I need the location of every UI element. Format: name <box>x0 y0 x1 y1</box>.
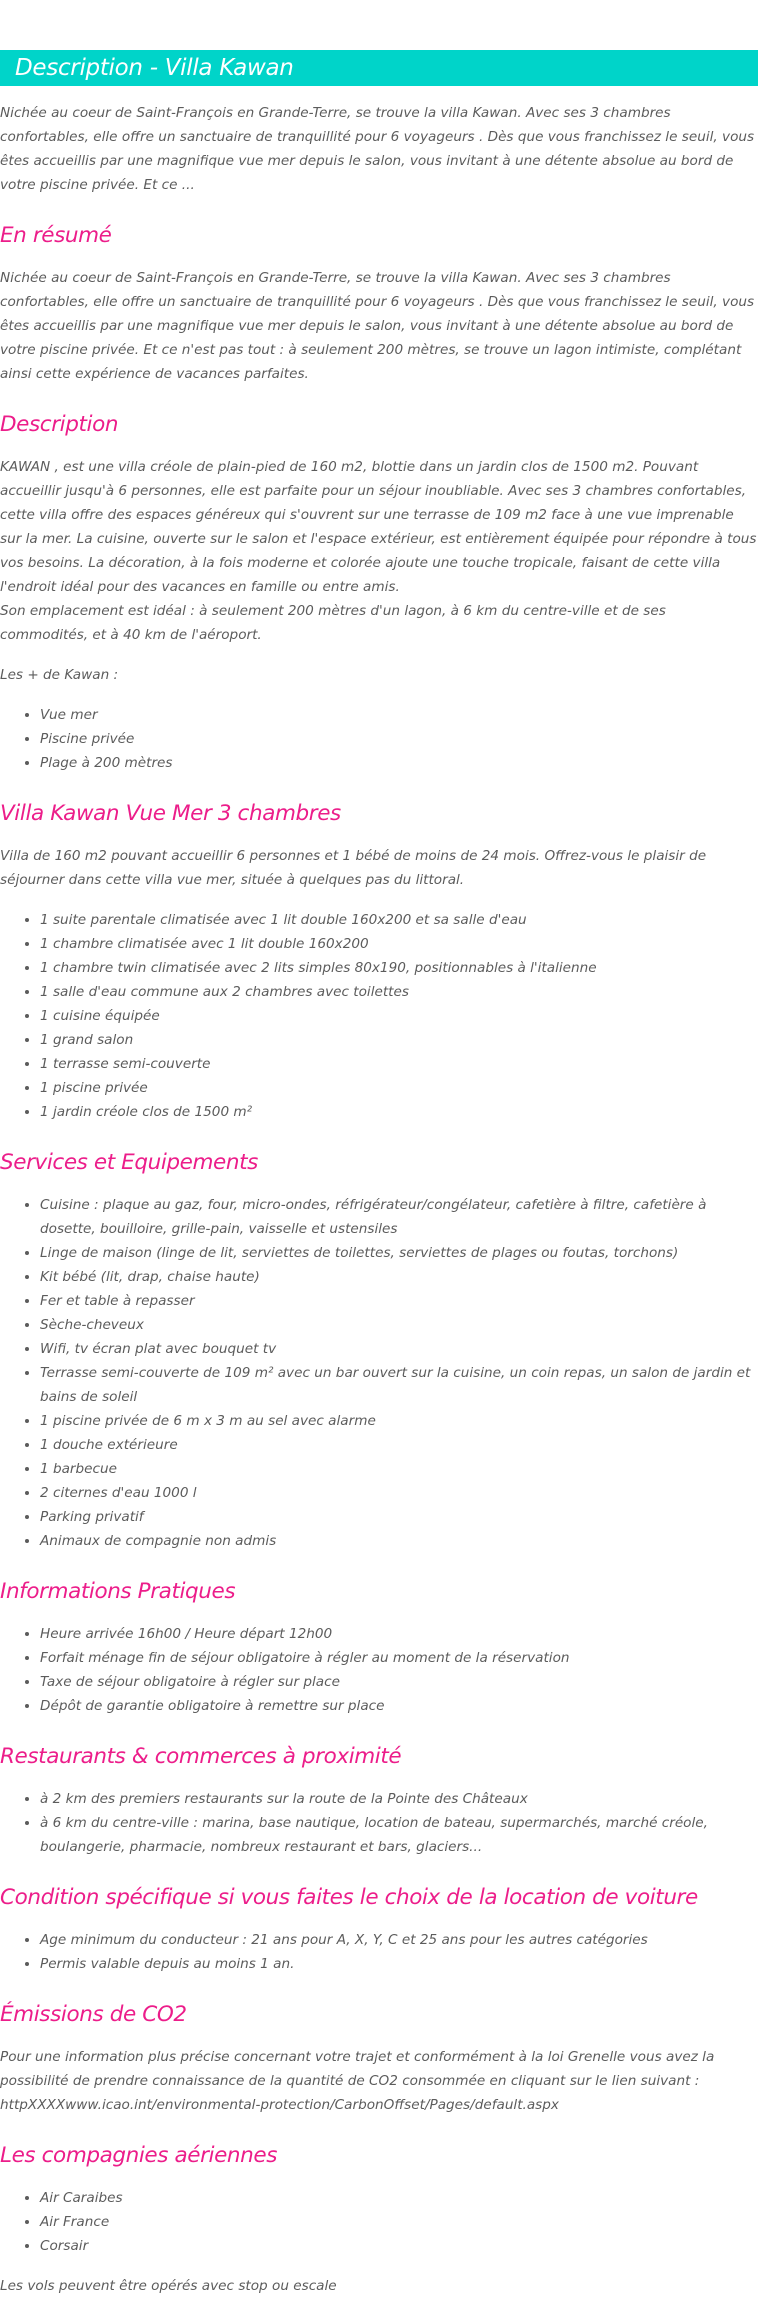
list-item: • Linge de maison (linge de lit, serviettes de toilettes, serviettes de plages ou foutas, torchons) <box>40 1241 758 1265</box>
resume-text: Nichée au coeur de Saint-François en Grande-Terre, se trouve la villa Kawan. Avec ses 3 chambres confortables, elle offre un sanctuaire de tranquillité pour 6 voyageurs . Dès que vous franchissez le seuil, vous êtes accueillis par une magnifique vue mer depuis le salon, vous invitant à une détente absolue au bord de votre piscine privée. Et ce n'est pas tout : à seulement 200 mètres, se trouve un lagon intimiste, complétant ainsi cette expérience de vacances parfaites. <box>0 270 755 382</box>
list-item: • 1 douche extérieure <box>40 1433 758 1457</box>
restaurants-list <box>0 1787 758 1859</box>
description-location-text: Son emplacement est idéal : à seulement 200 mètres d'un lagon, à 6 km du centre-ville et de ses commodités, et à 40 km de l'aéroport. <box>0 603 666 643</box>
list-item: • Corsair <box>40 2234 758 2258</box>
list-item: • 1 terrasse semi-couverte <box>40 1052 758 1076</box>
list-item: • 1 salle d'eau commune aux 2 chambres avec toilettes <box>40 980 758 1004</box>
list-item: • Fer et table à repasser <box>40 1289 758 1313</box>
plus-label: Les + de Kawan : <box>0 667 119 683</box>
section-title-restaurants: Restaurants & commerces à proximité <box>0 1744 402 1769</box>
list-item: • 1 chambre twin climatisée avec 2 lits simples 80x190, positionnables à l'italienne <box>40 956 758 980</box>
list-item: • 1 chambre climatisée avec 1 lit double 160x200 <box>40 932 758 956</box>
section-title-infos: Informations Pratiques <box>0 1579 236 1604</box>
airlines-note: Les vols peuvent être opérés avec stop ou escale <box>0 2278 337 2294</box>
list-item: • Plage à 200 mètres <box>40 751 758 775</box>
list-item: • Terrasse semi-couverte de 109 m² avec un bar ouvert sur la cuisine, un coin repas, un salon de jardin et bains de soleil <box>40 1361 758 1409</box>
list-item: • Air Caraibes <box>40 2186 758 2210</box>
page-title: Description - Villa Kawan <box>15 55 294 81</box>
list-item: • Vue mer <box>40 703 758 727</box>
plus-list <box>0 703 758 775</box>
list-item: • 1 grand salon <box>40 1028 758 1052</box>
list-item: • Sèche-cheveux <box>40 1313 758 1337</box>
section-title-description: Description <box>0 412 119 437</box>
list-item: • 1 suite parentale climatisée avec 1 lit double 160x200 et sa salle d'eau <box>40 908 758 932</box>
section-title-airlines: Les compagnies aériennes <box>0 2143 278 2168</box>
list-item: • 1 piscine privée de 6 m x 3 m au sel avec alarme <box>40 1409 758 1433</box>
list-item: • 1 cuisine équipée <box>40 1004 758 1028</box>
section-title-resume: En résumé <box>0 223 112 248</box>
list-item: • Taxe de séjour obligatoire à régler sur place <box>40 1670 758 1694</box>
section-title-co2: Émissions de CO2 <box>0 2002 187 2027</box>
list-item: • Dépôt de garantie obligatoire à remettre sur place <box>40 1694 758 1718</box>
list-item: • Wifi, tv écran plat avec bouquet tv <box>40 1337 758 1361</box>
description-text: KAWAN , est une villa créole de plain-pied de 160 m2, blottie dans un jardin clos de 1500 m2. Pouvant accueillir jusqu'à 6 personnes, elle est parfaite pour un séjour inoubliable. Avec ses 3 chambres confortables, cette villa offre des espaces généreux qui s'ouvrent sur une terrasse de 109 m2 face à une vue imprenable sur la mer. La cuisine, ouverte sur le salon et l'espace extérieur, est entièrement équipée pour répondre à tous vos besoins. La décoration, à la fois moderne et colorée ajoute une touche tropicale, faisant de cette villa l'endroit idéal pour des vacances en famille ou entre amis. <box>0 459 757 595</box>
infos-list <box>0 1622 758 1718</box>
intro-text: Nichée au coeur de Saint-François en Grande-Terre, se trouve la villa Kawan. Avec ses 3 chambres confortables, elle offre un sanctuaire de tranquillité pour 6 voyageurs . Dès que vous franchissez le seuil, vous êtes accueillis par une magnifique vue mer depuis le salon, vous invitant à une détente absolue au bord de votre piscine privée. Et ce ... <box>0 105 755 193</box>
list-item: • 1 jardin créole clos de 1500 m² <box>40 1100 758 1124</box>
list-item: • à 6 km du centre-ville : marina, base nautique, location de bateau, supermarchés, marché créole, boulangerie, pharmacie, nombreux restaurant et bars, glaciers... <box>40 1811 758 1859</box>
list-item: • Parking privatif <box>40 1505 758 1529</box>
section-title-location: Condition spécifique si vous faites le choix de la location de voiture <box>0 1885 698 1910</box>
list-item: • Piscine privée <box>40 727 758 751</box>
list-item: • Animaux de compagnie non admis <box>40 1529 758 1553</box>
list-item: • 1 barbecue <box>40 1457 758 1481</box>
section-title-villa: Villa Kawan Vue Mer 3 chambres <box>0 801 341 826</box>
list-item: • Heure arrivée 16h00 / Heure départ 12h00 <box>40 1622 758 1646</box>
list-item: • Cuisine : plaque au gaz, four, micro-ondes, réfrigérateur/congélateur, cafetière à filtre, cafetière à dosette, bouilloire, grille-pain, vaisselle et ustensiles <box>40 1193 758 1241</box>
villa-rooms-list <box>0 908 758 1124</box>
villa-text: Villa de 160 m2 pouvant accueillir 6 personnes et 1 bébé de moins de 24 mois. Offrez-vous le plaisir de séjourner dans cette villa vue mer, située à quelques pas du littoral. <box>0 848 707 888</box>
list-item: • 1 piscine privée <box>40 1076 758 1100</box>
list-item: • à 2 km des premiers restaurants sur la route de la Pointe des Châteaux <box>40 1787 758 1811</box>
list-item: • Permis valable depuis au moins 1 an. <box>40 1952 758 1976</box>
list-item: • 2 citernes d'eau 1000 l <box>40 1481 758 1505</box>
services-list <box>0 1193 758 1553</box>
airlines-list <box>0 2186 758 2258</box>
list-item: • Forfait ménage fin de séjour obligatoire à régler au moment de la réservation <box>40 1646 758 1670</box>
section-title-services: Services et Equipements <box>0 1150 258 1175</box>
co2-text: Pour une information plus précise concernant votre trajet et conformément à la loi Grenelle vous avez la possibilité de prendre connaissance de la quantité de CO2 consommée en cliquant sur le lien suivant : httpXXXXwww.icao.int/environmental-protection/CarbonOffset/Pages/default.aspx <box>0 2049 715 2113</box>
location-list <box>0 1928 758 1976</box>
list-item: • Kit bébé (lit, drap, chaise haute) <box>40 1265 758 1289</box>
title-banner <box>0 50 758 86</box>
list-item: • Air France <box>40 2210 758 2234</box>
list-item: • Age minimum du conducteur : 21 ans pour A, X, Y, C et 25 ans pour les autres catégories <box>40 1928 758 1952</box>
